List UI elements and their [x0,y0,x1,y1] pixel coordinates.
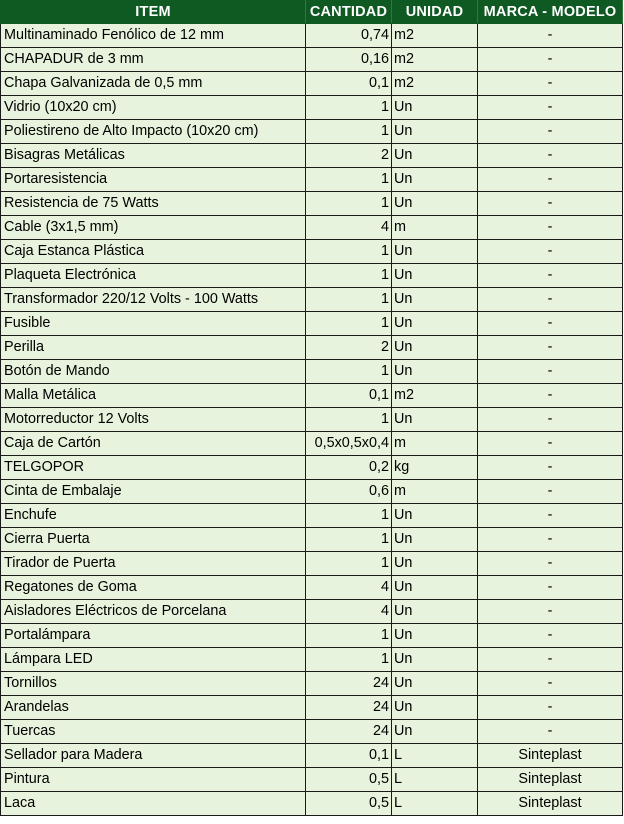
table-row [1,432,623,456]
marca-modelo-cell: - [478,288,623,312]
marca-modelo-cell: - [478,384,623,408]
marca-modelo-cell: - [478,144,623,168]
marca-modelo-cell: - [478,336,623,360]
item-cell: Perilla [1,336,306,360]
unidad-cell: Un [392,360,478,384]
unidad-cell: Un [392,192,478,216]
item-cell: Caja de Cartón [1,432,306,456]
unidad-cell: L [392,768,478,792]
cantidad-cell: 1 [306,648,392,672]
item-cell: Vidrio (10x20 cm) [1,96,306,120]
table-row [1,696,623,720]
cantidad-cell: 4 [306,216,392,240]
unidad-cell: m [392,480,478,504]
cantidad-cell: 1 [306,192,392,216]
marca-modelo-cell: - [478,192,623,216]
unidad-cell: kg [392,456,478,480]
marca-modelo-cell: - [478,552,623,576]
unidad-cell: Un [392,120,478,144]
cantidad-cell: 0,5 [306,792,392,816]
marca-modelo-cell: - [478,264,623,288]
cantidad-cell: 1 [306,504,392,528]
item-cell: Tirador de Puerta [1,552,306,576]
unidad-cell: Un [392,240,478,264]
marca-modelo-cell: - [478,216,623,240]
table-row [1,768,623,792]
unidad-cell: Un [392,504,478,528]
table-row [1,576,623,600]
item-cell: Botón de Mando [1,360,306,384]
unidad-cell: Un [392,696,478,720]
table-row [1,240,623,264]
unidad-cell: Un [392,96,478,120]
item-cell: Plaqueta Electrónica [1,264,306,288]
header-cantidad: CANTIDAD [306,1,392,24]
cantidad-cell: 1 [306,264,392,288]
marca-modelo-cell: - [478,48,623,72]
unidad-cell: L [392,792,478,816]
unidad-cell: m2 [392,384,478,408]
item-cell: Portalámpara [1,624,306,648]
unidad-cell: Un [392,720,478,744]
header-item: ITEM [1,1,306,24]
marca-modelo-cell: - [478,72,623,96]
marca-modelo-cell: - [478,432,623,456]
header-row [1,1,623,24]
item-cell: Arandelas [1,696,306,720]
cantidad-cell: 0,5x0,5x0,4 [306,432,392,456]
marca-modelo-cell: - [478,528,623,552]
table-row [1,672,623,696]
item-cell: Cinta de Embalaje [1,480,306,504]
table-row [1,504,623,528]
marca-modelo-cell: - [478,672,623,696]
cantidad-cell: 2 [306,336,392,360]
table-row [1,648,623,672]
item-cell: Resistencia de 75 Watts [1,192,306,216]
unidad-cell: m2 [392,72,478,96]
cantidad-cell: 1 [306,96,392,120]
marca-modelo-cell: Sinteplast [478,744,623,768]
header-marca-modelo: MARCA - MODELO [478,1,623,24]
marca-modelo-cell: - [478,696,623,720]
cantidad-cell: 1 [306,528,392,552]
item-cell: Sellador para Madera [1,744,306,768]
item-cell: Portaresistencia [1,168,306,192]
cantidad-cell: 0,1 [306,384,392,408]
marca-modelo-cell: - [478,600,623,624]
item-cell: Cable (3x1,5 mm) [1,216,306,240]
item-cell: Chapa Galvanizada de 0,5 mm [1,72,306,96]
item-cell: Aisladores Eléctricos de Porcelana [1,600,306,624]
table-row [1,168,623,192]
table-row [1,72,623,96]
unidad-cell: Un [392,336,478,360]
item-cell: Cierra Puerta [1,528,306,552]
item-cell: Caja Estanca Plástica [1,240,306,264]
table-row [1,624,623,648]
unidad-cell: Un [392,600,478,624]
table-row [1,48,623,72]
table-row [1,792,623,816]
item-cell: Tuercas [1,720,306,744]
table-row [1,24,623,48]
item-cell: Regatones de Goma [1,576,306,600]
unidad-cell: Un [392,552,478,576]
cantidad-cell: 1 [306,312,392,336]
marca-modelo-cell: - [478,480,623,504]
marca-modelo-cell: - [478,720,623,744]
item-cell: Tornillos [1,672,306,696]
marca-modelo-cell: Sinteplast [478,792,623,816]
item-cell: Bisagras Metálicas [1,144,306,168]
table-row [1,408,623,432]
unidad-cell: m [392,216,478,240]
item-cell: Motorreductor 12 Volts [1,408,306,432]
cantidad-cell: 1 [306,552,392,576]
cantidad-cell: 24 [306,672,392,696]
item-cell: Poliestireno de Alto Impacto (10x20 cm) [1,120,306,144]
cantidad-cell: 1 [306,288,392,312]
cantidad-cell: 1 [306,120,392,144]
table-row [1,528,623,552]
cantidad-cell: 0,1 [306,744,392,768]
item-cell: Pintura [1,768,306,792]
marca-modelo-cell: - [478,576,623,600]
table-row [1,600,623,624]
table-row [1,744,623,768]
cantidad-cell: 1 [306,168,392,192]
marca-modelo-cell: Sinteplast [478,768,623,792]
table-row [1,552,623,576]
table-row [1,96,623,120]
unidad-cell: m [392,432,478,456]
item-cell: Lámpara LED [1,648,306,672]
item-cell: Laca [1,792,306,816]
unidad-cell: L [392,744,478,768]
unidad-cell: Un [392,144,478,168]
marca-modelo-cell: - [478,648,623,672]
unidad-cell: Un [392,288,478,312]
table-row [1,480,623,504]
table-header [1,1,623,24]
table-row [1,216,623,240]
unidad-cell: m2 [392,48,478,72]
marca-modelo-cell: - [478,504,623,528]
marca-modelo-cell: - [478,24,623,48]
cantidad-cell: 4 [306,600,392,624]
unidad-cell: Un [392,672,478,696]
cantidad-cell: 0,6 [306,480,392,504]
cantidad-cell: 1 [306,408,392,432]
marca-modelo-cell: - [478,168,623,192]
unidad-cell: Un [392,264,478,288]
marca-modelo-cell: - [478,360,623,384]
header-unidad: UNIDAD [392,1,478,24]
item-cell: Multinaminado Fenólico de 12 mm [1,24,306,48]
table-row [1,336,623,360]
cantidad-cell: 24 [306,720,392,744]
table-row [1,288,623,312]
unidad-cell: Un [392,312,478,336]
cantidad-cell: 2 [306,144,392,168]
cantidad-cell: 1 [306,240,392,264]
cantidad-cell: 1 [306,360,392,384]
unidad-cell: Un [392,576,478,600]
table-row [1,144,623,168]
cantidad-cell: 1 [306,624,392,648]
marca-modelo-cell: - [478,120,623,144]
marca-modelo-cell: - [478,624,623,648]
unidad-cell: Un [392,648,478,672]
table-row [1,192,623,216]
item-cell: Malla Metálica [1,384,306,408]
unidad-cell: m2 [392,24,478,48]
cantidad-cell: 0,16 [306,48,392,72]
unidad-cell: Un [392,624,478,648]
marca-modelo-cell: - [478,408,623,432]
table-row [1,456,623,480]
cantidad-cell: 0,5 [306,768,392,792]
marca-modelo-cell: - [478,456,623,480]
item-cell: TELGOPOR [1,456,306,480]
table-row [1,360,623,384]
table-row [1,720,623,744]
cantidad-cell: 24 [306,696,392,720]
marca-modelo-cell: - [478,312,623,336]
marca-modelo-cell: - [478,96,623,120]
table-row [1,264,623,288]
item-cell: Transformador 220/12 Volts - 100 Watts [1,288,306,312]
table-body [1,24,623,816]
table-row [1,120,623,144]
cantidad-cell: 0,2 [306,456,392,480]
table-row [1,384,623,408]
item-cell: Fusible [1,312,306,336]
marca-modelo-cell: - [478,240,623,264]
cantidad-cell: 0,1 [306,72,392,96]
item-cell: Enchufe [1,504,306,528]
unidad-cell: Un [392,408,478,432]
unidad-cell: Un [392,528,478,552]
cantidad-cell: 4 [306,576,392,600]
item-cell: CHAPADUR de 3 mm [1,48,306,72]
unidad-cell: Un [392,168,478,192]
table-row [1,312,623,336]
cantidad-cell: 0,74 [306,24,392,48]
